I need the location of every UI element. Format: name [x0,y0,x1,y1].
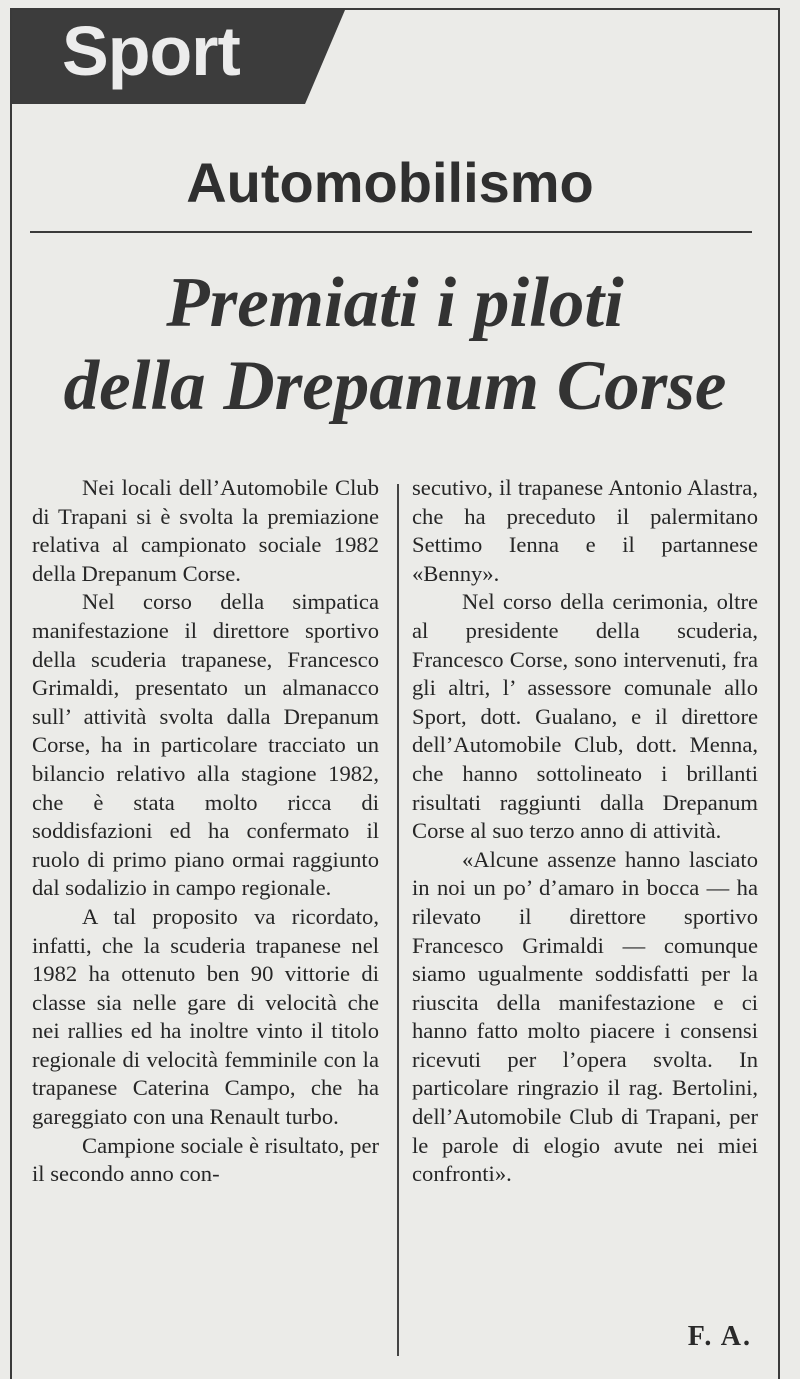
paragraph: Campione sociale è risultato, per il secondo anno con- [32,1132,379,1187]
left-column [32,474,379,1189]
section-title: Automobilismo [186,151,594,214]
section-rule [30,231,752,233]
paragraph: Nei locali dell’Automobile Club di Trapani si è svolta la premiazione relativa al campionato sociale 1982 della Drepanum Corse. [32,475,379,586]
headline-line-2: della Drepanum Corse [63,347,727,425]
headline-line-1: Premiati i piloti [166,264,624,342]
sport-kicker: Sport [62,12,240,90]
article-headline [20,262,770,428]
column-divider [397,484,399,1356]
paragraph: Nel corso della simpatica manifestazione il direttore sportivo della scuderia trapanese, Francesco Grimaldi, presentato un almanacco sull’ attività svolta dalla Drepanum Corse, ha in particolare tracciato un bilancio relativo alla stagione 1982, che è stata molto ricca di soddisfazioni ed ha confermato il ruolo di primo piano ormai raggiunto dal sodalizio in campo regionale. [32,589,379,901]
paragraph: A tal proposito va ricordato, infatti, che la scuderia trapanese nel 1982 ha ottenuto ben 90 vittorie di classe sia nelle gare di velocità che nei rallies ed ha inoltre vinto il titolo regionale di velocità femminile con la trapanese Caterina Campo, che ha gareggiato con una Renault turbo. [32,903,379,1130]
author-signature: F. A. [687,1321,752,1352]
paragraph: Nel corso della cerimonia, oltre al presidente della scuderia, Francesco Corse, sono intervenuti, fra gli altri, l’ assessore comunale allo Sport, dott. Gualano, e il direttore dell’Automobile Club, dott. Menna, che hanno sottolineato i brillanti risultati raggiunti dalla Drepanum Corse al suo terzo anno di attività. [412,589,758,844]
paragraph: «Alcune assenze hanno lasciato in noi un po’ d’amaro in bocca — ha rilevato il direttore sportivo Francesco Grimaldi — comunque siamo ugualmente soddisfatti per la riuscita della manifestazione e ci hanno fatto molto piacere i consensi ricevuti per l’opera svolta. In particolare ringrazio il rag. Bertolini, dell’Automobile Club di Trapani, per le parole di elogio avute nei miei confronti». [412,846,758,1187]
paragraph: secutivo, il trapanese Antonio Alastra, che ha preceduto il palermitano Settimo Ienna e il partannese «Benny». [412,475,758,586]
right-column [412,474,758,1189]
